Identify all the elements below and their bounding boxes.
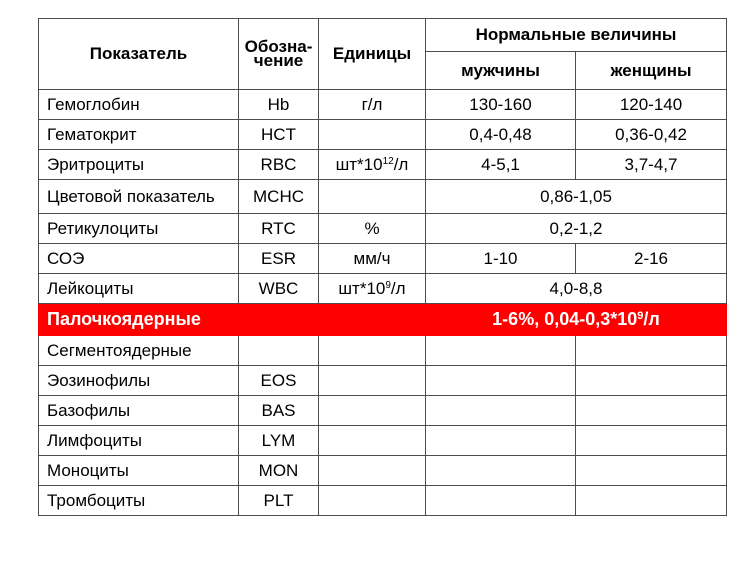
row-unit [319,336,426,366]
table-row-hematocrit [39,120,727,150]
row-unit [319,120,426,150]
row-code: Hb [239,90,319,120]
row-code: BAS [239,396,319,426]
table-row-leukocytes [39,274,727,304]
row-code: LYM [239,426,319,456]
row-unit [319,274,426,304]
row-code: RTC [239,214,319,244]
row-women: 0,36-0,42 [576,120,727,150]
row-name: Эозинофилы [39,366,239,396]
unit-base: шт*10 [335,154,383,174]
row-women: 2-16 [576,244,727,274]
row-code: HCT [239,120,319,150]
row-men [426,336,576,366]
row-unit [319,426,426,456]
row-unit [319,304,426,336]
row-name: Палочкоядерные [39,304,239,336]
row-men [426,456,576,486]
row-name: Гематокрит [39,120,239,150]
row-name: Сегментоядерные [39,336,239,366]
row-both [426,304,727,336]
row-name: Лимфоциты [39,426,239,456]
row-women [576,396,727,426]
table-row-monocytes [39,456,727,486]
row-women [576,426,727,456]
value-exponent: 9 [637,310,644,322]
row-code: EOS [239,366,319,396]
row-code: WBC [239,274,319,304]
unit-base: шт*10 [338,278,386,298]
row-name: СОЭ [39,244,239,274]
header-women: женщины [576,52,727,90]
row-code [239,304,319,336]
row-women: 120-140 [576,90,727,120]
row-name: Ретикулоциты [39,214,239,244]
row-unit [319,396,426,426]
row-men: 4-5,1 [426,150,576,180]
table-row-band-neutrophils [39,304,727,336]
table-row-erythrocytes [39,150,727,180]
row-name: Тромбоциты [39,486,239,516]
row-code: RBC [239,150,319,180]
row-name: Моноциты [39,456,239,486]
header-men: мужчины [426,52,576,90]
row-men: 1-10 [426,244,576,274]
row-both: 4,0-8,8 [426,274,727,304]
table-row-basophils [39,396,727,426]
row-unit [319,180,426,214]
unit-exponent: 12 [382,155,394,167]
row-unit [319,456,426,486]
value-base: 1-6%, 0,04-0,3*10 [492,309,638,329]
row-name: Базофилы [39,396,239,426]
row-code: PLT [239,486,319,516]
table-row-esr [39,244,727,274]
header-row-top [39,19,727,52]
table-row-segmented-neutrophils [39,336,727,366]
table-row-eosinophils [39,366,727,396]
row-unit: г/л [319,90,426,120]
unit-tail: /л [390,278,406,298]
row-women [576,336,727,366]
row-women [576,486,727,516]
row-unit: мм/ч [319,244,426,274]
row-unit: % [319,214,426,244]
row-code: MCHC [239,180,319,214]
header-designation-line1: Обозна- [244,37,313,56]
header-units: Единицы [319,19,426,90]
row-unit [319,366,426,396]
row-women [576,456,727,486]
table-row-platelets [39,486,727,516]
row-women [576,366,727,396]
row-men [426,396,576,426]
unit-tail: /л [393,154,409,174]
row-code [239,336,319,366]
row-men [426,426,576,456]
header-normal-values: Нормальные величины [426,19,727,52]
header-designation [239,19,319,90]
row-men [426,486,576,516]
row-unit [319,486,426,516]
blood-reference-table [38,18,727,516]
unit-exponent: 9 [385,279,391,291]
table-row-reticulocytes [39,214,727,244]
row-both: 0,2-1,2 [426,214,727,244]
row-name: Гемоглобин [39,90,239,120]
row-men: 0,4-0,48 [426,120,576,150]
row-name: Лейкоциты [39,274,239,304]
value-tail: /л [643,309,660,329]
header-indicator: Показатель [39,19,239,90]
header-designation-line2: чение [253,51,304,70]
table-row-hemoglobin [39,90,727,120]
table-row-lymphocytes [39,426,727,456]
row-men: 130-160 [426,90,576,120]
row-both: 0,86-1,05 [426,180,727,214]
table-row-color-index [39,180,727,214]
row-men [426,366,576,396]
row-name: Эритроциты [39,150,239,180]
row-code: ESR [239,244,319,274]
row-name: Цветовой показатель [39,180,239,214]
row-code: MON [239,456,319,486]
row-women: 3,7-4,7 [576,150,727,180]
row-unit [319,150,426,180]
